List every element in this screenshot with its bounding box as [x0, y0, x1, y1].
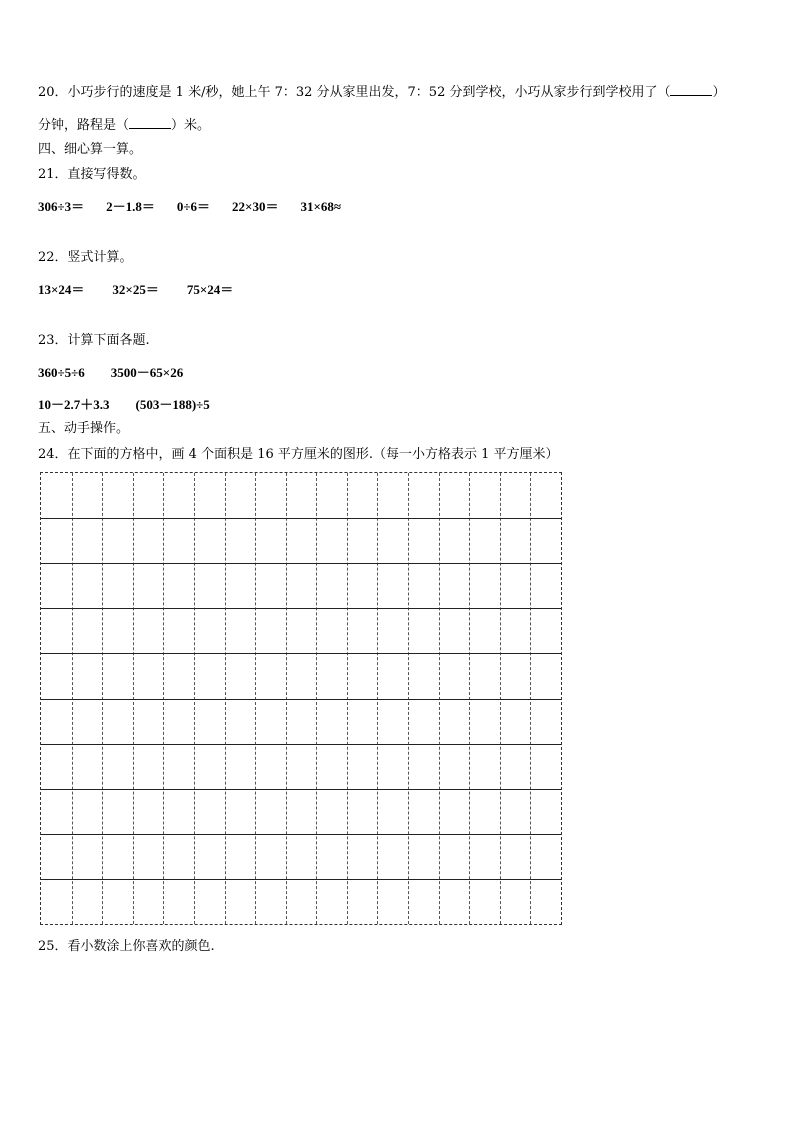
drawing-grid[interactable] [40, 472, 562, 925]
q20-text-part2: ） [712, 85, 726, 100]
grid-row-line [41, 744, 561, 745]
q20-text-part1: 20．小巧步行的速度是 1 米/秒，她上午 7：32 分从家里出发，7：52 分到学校，小巧从家步行到学校用了（ [38, 85, 671, 100]
q21-expr-2: 2－1.8＝ [106, 199, 155, 214]
grid-row-line [41, 653, 561, 654]
q20-blank-minutes[interactable] [670, 82, 712, 96]
q25-title: 25．看小数涂上你喜欢的颜色. [38, 939, 215, 954]
q21-expr-4: 22×30＝ [232, 199, 279, 214]
q23-expr-1: 360÷5÷6 [38, 365, 85, 380]
q22-expr-1: 13×24＝ [38, 282, 85, 297]
q23-expr-4: (503－188)÷5 [135, 397, 210, 412]
grid-row-line [41, 518, 561, 519]
q23-row1 [38, 364, 205, 382]
q20-blank-distance[interactable] [129, 115, 171, 129]
section4-heading: 四、细心算一算。 [38, 142, 143, 157]
q22-expr-2: 32×25＝ [112, 282, 159, 297]
section5-heading: 五、动手操作。 [38, 421, 130, 436]
grid-row-line [41, 789, 561, 790]
grid-row-line [41, 879, 561, 880]
q21-title: 21．直接写得数。 [38, 167, 146, 182]
q20-line1 [38, 82, 726, 102]
q21-expr-1: 306÷3＝ [38, 199, 85, 214]
q21-expressions [38, 198, 363, 216]
grid-row-line [41, 608, 561, 609]
q24-title: 24．在下面的方格中，画 4 个面积是 16 平方厘米的图形.（每一小方格表示 1 平方厘米） [38, 447, 559, 462]
q23-expr-2: 3500－65×26 [110, 365, 184, 380]
q21-expr-3: 0÷6＝ [176, 199, 211, 214]
grid-row-line [41, 563, 561, 564]
q23-title: 23．计算下面各题. [38, 333, 150, 348]
q22-title: 22．竖式计算。 [38, 250, 133, 265]
grid-row-line [41, 699, 561, 700]
q23-expr-3: 10－2.7＋3.3 [38, 397, 110, 412]
q22-expr-3: 75×24＝ [186, 282, 234, 297]
q22-expressions [38, 281, 255, 299]
q20-text-part3: 分钟，路程是（ [38, 118, 130, 133]
q23-row2 [38, 396, 232, 414]
grid-row-line [41, 834, 561, 835]
q21-expr-5: 31×68≈ [300, 199, 342, 214]
q20-line2 [38, 115, 210, 135]
q20-text-part4: ）米。 [171, 118, 211, 133]
